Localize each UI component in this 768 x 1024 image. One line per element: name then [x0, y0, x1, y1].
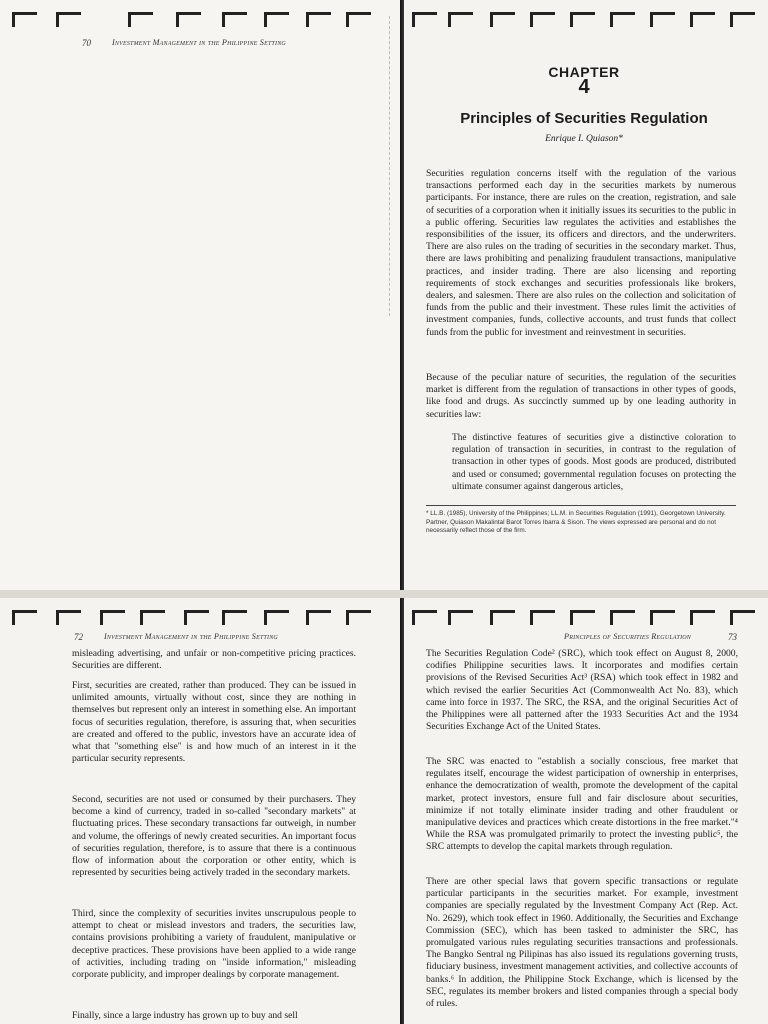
paragraph: First, securities are created, rather than produced. They can be issued in unlimited amounts, virtually without cost, since they are nothing in themselves but represent only an interest in something else. An important focus of securities regulation, therefore, is assuring that, when securities are created and offered to the public, investors have an accurate idea of what that "something else" is and how much of an interest in it the particular security represents.	[72, 680, 356, 765]
paragraph: Securities regulation concerns itself with the regulation of the various transactions performed each day in the securities markets by numerous participants. For instance, there are rules on the creation, registration, and sale of securities of a corporation when it initially issues its securities to the public in a public offering. Securities law regulates the activities and establishes the responsibilities of the issuer, its officers and directors, and the underwriters. There are also rules on the trading of securities in the secondary market. Thus, there are laws prohibiting and penalizing fraudulent transactions, manipulative practices, and insider trading. There are also licensing and reporting requirements of stock exchanges and securities professionals like brokers, dealers, and salesmen. There are also rules on the collection and solicitation of funds from the public and their investment. These rules limit the activities of investment companies, funds, collective accounts, and trust funds that collect funds from the public for investment and reinvestment in securities.	[426, 168, 736, 338]
binding-marks	[0, 6, 400, 26]
paragraph: There are other special laws that govern specific transactions or regulate particular participants in the securities market. For example, investment companies are specially regulated by the Investment Company Act (Rep. Act. No. 2629), which took effect in 1960. Additionally, the Securities and Exchange Commission (SEC), which has been tasked to administer the SRC, has promulgated various rules regulating securities transactions and professionals. The Bangko Sentral ng Pilipinas has also issued its regulations governing trusts, fiduciary business, investment management activities, and collective accounts of banks.⁶ In addition, the Philippine Stock Exchange, which is licensed by the SEC, regulates its member brokers and listed companies through a special body of rules.	[426, 876, 738, 1010]
scan-edge	[389, 16, 396, 316]
page-73	[404, 598, 768, 1024]
footnote-rule	[426, 505, 736, 506]
page-70	[0, 0, 400, 590]
paragraph: misleading advertising, and unfair or non-competitive pricing practices. Securities are different.	[72, 648, 356, 672]
page-number: 72	[74, 632, 83, 642]
paragraph: The Securities Regulation Code² (SRC), which took effect on August 8, 2000, codifies Philippine securities laws. It incorporates and modifies certain provisions of the Revised Securities Act³ (RSA) which took effect in 1982 and which revised the earlier Securities Act (Commonwealth Act No. 83), which came into force in 1937. The SRC, the RSA, and the original Securities Act of the Philippines were all patterned after the 1933 Securities Act and the 1934 Securities Exchange Act of the United States.	[426, 648, 738, 733]
block-quote: The distinctive features of securities give a distinctive coloration to regulation of transaction in securities, in contrast to the regulation of transaction in other types of goods. Most goods are produced, distributed and used or consumed; governmental regulation focuses on protecting the ultimate consumer against dangerous articles,	[452, 433, 736, 492]
paragraph: Second, securities are not used or consumed by their purchasers. They become a kind of currency, traded in so-called "secondary markets" at fluctuating prices. These secondary transactions far outweigh, in number and volume, the offerings of newly created securities. An important focus of securities regulation, therefore, is to assure that there is a continuous flow of information about the corporation or other entity, which is represented by securities being actively traded in the secondary markets.	[72, 794, 356, 879]
running-head: Investment Management in the Philippine Setting	[112, 38, 286, 47]
running-head: Investment Management in the Philippine Setting	[104, 632, 278, 641]
page-number: 73	[728, 632, 737, 642]
chapter-page	[404, 0, 768, 590]
author: Enrique I. Quiason*	[545, 134, 623, 144]
paragraph: The SRC was enacted to "establish a socially conscious, free market that regulates itself, encourage the widest participation of ownership in enterprises, enhance the democratization of wealth, promote the development of the capital market, protect investors, ensure full and fair disclosure about securities, minimize if not totally eliminate insider trading and other fraudulent or manipulative devices and practices which create distortions in the free market."⁴ While the RSA was promulgated primarily to protect the investing public⁵, the SRC attempts to develop the capital markets through regulation.	[426, 756, 738, 853]
chapter-label: CHAPTER	[548, 64, 620, 80]
running-head: Principles of Securities Regulation	[564, 632, 692, 641]
binding-marks	[404, 604, 768, 624]
footnote: * LL.B. (1985), University of the Philippines; LL.M. in Securities Regulation (1991), Georgetown University. Partner, Quiason Makalintal Barot Torres Ibarra & Sison. The views expressed are personal and do not necessarily reflect those of the firm.	[426, 510, 726, 535]
paragraph: Third, since the complexity of securities invites unscrupulous people to attempt to cheat or mislead investors and traders, the securities law, contains provisions prohibiting a variety of fraudulent, manipulative or deceptive practices. These provisions have been applied to a wide range of activities, including trading on "inside information," misleading corporate publicity, and improper dealings by corporate management.	[72, 908, 356, 981]
chapter-title: Principles of Securities Regulation	[460, 110, 708, 127]
page-number: 70	[82, 38, 91, 48]
page-gap	[0, 590, 768, 598]
binding-marks	[0, 604, 400, 624]
paragraph: Finally, since a large industry has grown up to buy and sell	[72, 1010, 298, 1021]
chapter-number: 4	[578, 76, 590, 98]
binding-marks	[404, 6, 768, 26]
page-72	[0, 598, 400, 1024]
paragraph: Because of the peculiar nature of securities, the regulation of the securities market is different from the regulation of transactions in other types of goods, like food and drugs. As succinctly summed up by one leading authority in securities law:	[426, 372, 736, 420]
